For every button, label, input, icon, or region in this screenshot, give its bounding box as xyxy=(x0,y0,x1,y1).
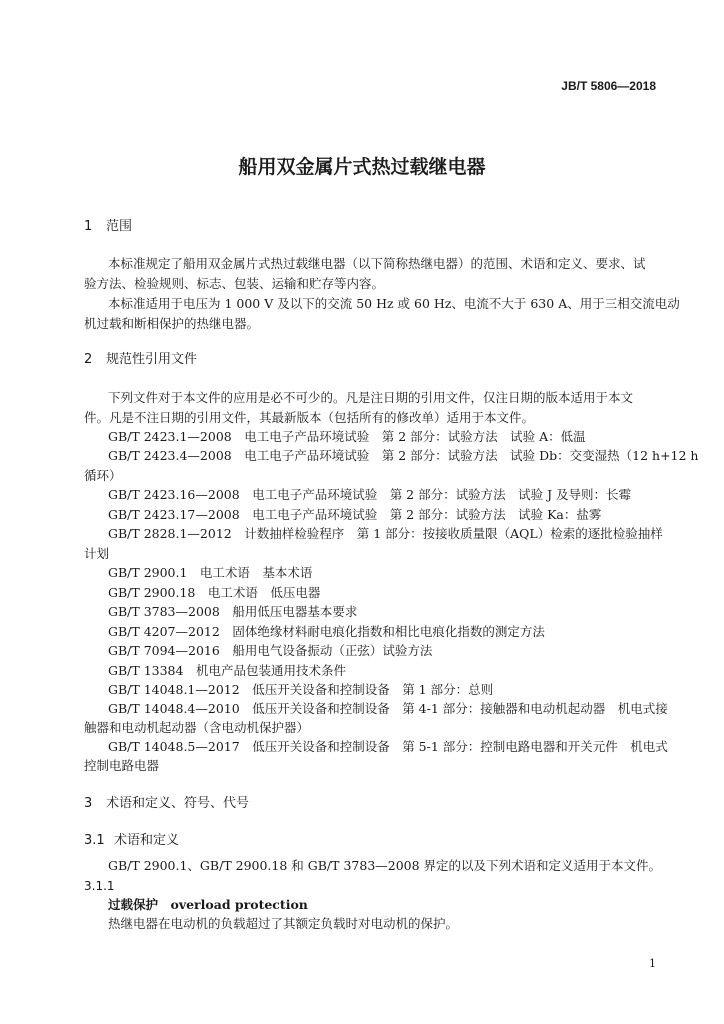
section-number: 2 xyxy=(84,352,93,367)
term-definition: 热继电器在电动机的负载超过了其额定负载时对电动机的保护。 xyxy=(108,916,459,931)
subsection-title: 术语和定义 xyxy=(114,833,180,848)
reference-item: GB/T 2423.4—2008 电工电子产品环境试验 第 2 部分：试验方法 试验 Db：交变湿热（12 h+12 h xyxy=(108,448,699,463)
reference-item: GB/T 4207—2012 固体绝缘材料耐电痕化指数和相比电痕化指数的测定方法 xyxy=(108,624,545,639)
paragraph-line: 验方法、检验规则、标志、包装、运输和贮存等内容。 xyxy=(84,276,385,291)
reference-item: GB/T 14048.1—2012 低压开关设备和控制设备 第 1 部分：总则 xyxy=(108,682,494,697)
subsection-3-1-heading xyxy=(84,834,179,847)
reference-item: GB/T 2423.17—2008 电工电子产品环境试验 第 2 部分：试验方法 试验 Ka：盐雾 xyxy=(108,507,602,522)
paragraph-line: 本标准规定了船用双金属片式热过载继电器（以下简称热继电器）的范围、术语和定义、要求、试 xyxy=(108,256,646,271)
section-number: 1 xyxy=(84,219,93,234)
paragraph-line: 件。凡是不注日期的引用文件，其最新版本（包括所有的修改单）适用于本文件。 xyxy=(84,410,535,425)
paragraph-line: 本标准适用于电压为 1 000 V 及以下的交流 50 Hz 或 60 Hz、电流不大于 630 A、用于三相交流电动 xyxy=(108,296,680,311)
clause-number: 3.1.1 xyxy=(84,879,115,893)
reference-item-cont: 触器和电动机起动器（含电动机保护器） xyxy=(84,720,310,735)
section-number: 3 xyxy=(84,796,93,811)
page-number: 1 xyxy=(649,957,656,970)
reference-item-cont: 循环） xyxy=(84,468,122,483)
reference-item: GB/T 14048.4—2010 低压开关设备和控制设备 第 4-1 部分：接触器和电动机起动器 机电式接 xyxy=(108,701,668,716)
reference-item-cont: 计划 xyxy=(84,546,110,561)
reference-item: GB/T 2423.1—2008 电工电子产品环境试验 第 2 部分：试验方法 试验 A：低温 xyxy=(108,429,586,444)
reference-item: GB/T 13384 机电产品包装通用技术条件 xyxy=(108,663,346,678)
reference-item: GB/T 2828.1—2012 计数抽样检验程序 第 1 部分：按接收质量限（AQL）检索的逐批检验抽样 xyxy=(108,526,663,541)
section-2-heading xyxy=(84,353,197,366)
reference-item: GB/T 2423.16—2008 电工电子产品环境试验 第 2 部分：试验方法 试验 J 及导则：长霉 xyxy=(108,487,632,502)
standard-number: JB/T 5806—2018 xyxy=(561,79,656,93)
reference-item: GB/T 2900.1 电工术语 基本术语 xyxy=(108,565,313,580)
section-1-heading xyxy=(84,220,132,233)
paragraph-line: 下列文件对于本文件的应用是必不可少的。凡是注日期的引用文件，仅注日期的版本适用于本文 xyxy=(108,390,634,405)
paragraph-line: GB/T 2900.1、GB/T 2900.18 和 GB/T 3783—2008 界定的以及下列术语和定义适用于本文件。 xyxy=(108,858,662,873)
section-3-heading xyxy=(84,797,249,810)
reference-item-cont: 控制电路电器 xyxy=(84,758,160,773)
section-title: 范围 xyxy=(106,219,133,234)
subsection-number: 3.1 xyxy=(84,833,105,848)
document-title: 船用双金属片式热过载继电器 xyxy=(238,156,486,178)
paragraph-line: 机过载和断相保护的热继电器。 xyxy=(84,316,260,331)
section-title: 规范性引用文件 xyxy=(106,352,198,367)
reference-item: GB/T 14048.5—2017 低压开关设备和控制设备 第 5-1 部分：控制电路电器和开关元件 机电式 xyxy=(108,739,668,754)
reference-item: GB/T 7094—2016 船用电气设备振动（正弦）试验方法 xyxy=(108,643,433,658)
reference-item: GB/T 3783—2008 船用低压电器基本要求 xyxy=(108,604,358,619)
section-title: 术语和定义、符号、代号 xyxy=(106,796,250,811)
term-entry: 过载保护 overload protection xyxy=(108,897,308,912)
reference-item: GB/T 2900.18 电工术语 低压电器 xyxy=(108,585,321,600)
